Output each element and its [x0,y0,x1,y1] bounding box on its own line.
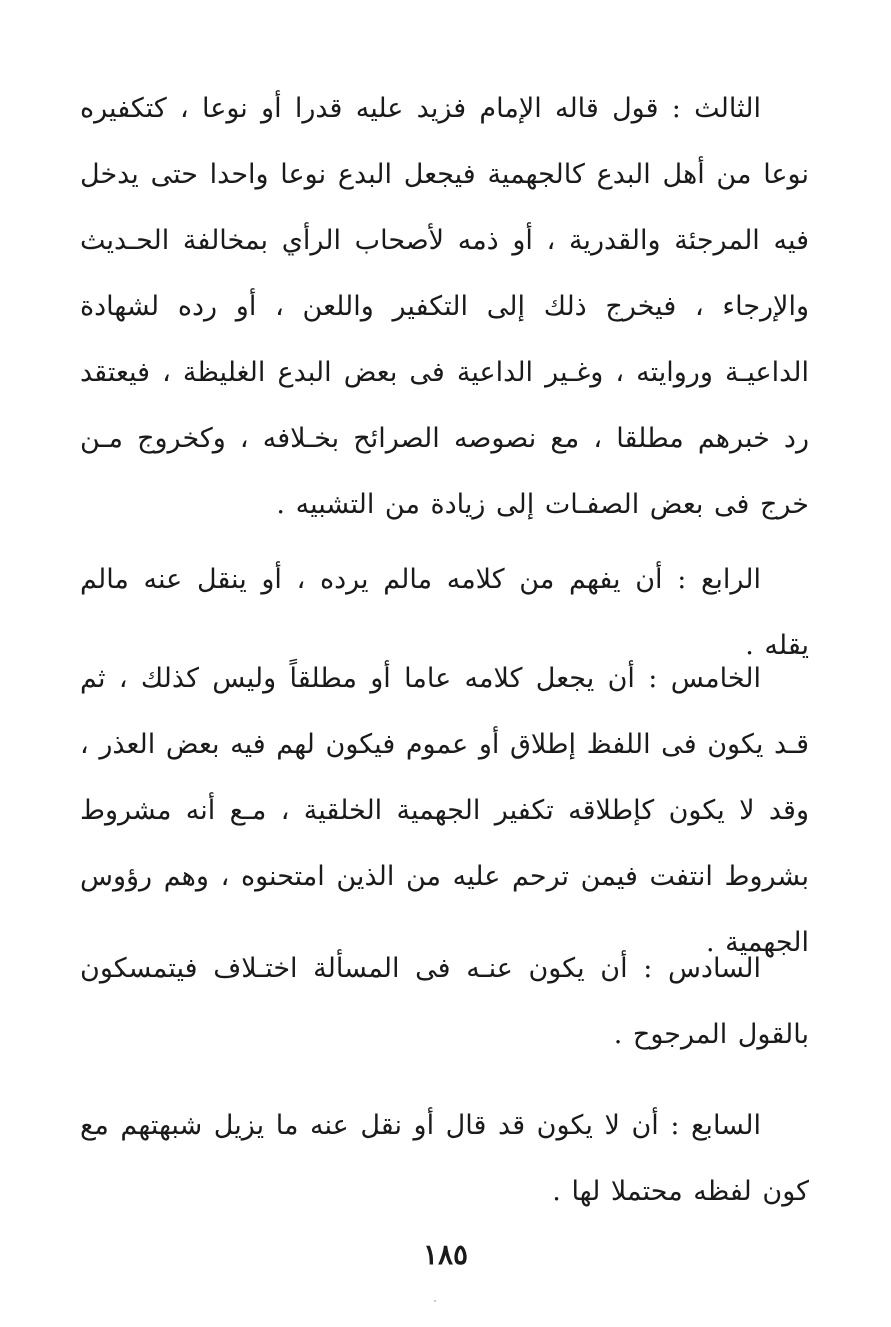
paragraph-seventh [80,1093,809,1225]
paragraph-third [80,76,809,538]
paragraph-sixth-text: السادس : أن يكون عنـه فى المسألة اختـلاف فيتمسكون بالقول المرجوح . [80,953,809,1050]
paragraph-third-text: الثالث : قول قاله الإمام فزيد عليه قدرا أو نوعا ، كتكفيره نوعا من أهل البدع كالجهمية فيجعل البدع نوعا واحدا حتى يدخل فيه المرجئة والقدرية ، أو ذمه لأصحاب الرأي بمخالفة الحـديث والإرجاء ، فيخرج ذلك إلى التكفير واللعن ، أو رده لشهادة الداعيـة وروايته ، وغـير الداعية فى بعض البدع الغليظة ، فيعتقد رد خبرهم مطلقا ، مع نصوصه الصرائح بخـلافه ، وكخروج مـن خرج فى بعض الصفـات إلى زيادة من التشبيه . [80,93,809,520]
page-number: ١٨٥ [422,1238,469,1271]
paragraph-seventh-text: السابع : أن لا يكون قد قال أو نقل عنه ما يزيل شبهتهم مع كون لفظه محتملا لها . [80,1110,809,1207]
paragraph-fourth-text: الرابع : أن يفهم من كلامه مالم يرده ، أو ينقل عنه مالم يقله . [80,564,809,661]
scan-speck [434,1300,436,1302]
paragraph-fifth [80,646,809,976]
paragraph-fifth-text: الخامس : أن يجعل كلامه عاما أو مطلقاً وليس كذلك ، ثم قـد يكون فى اللفظ إطلاق أو عموم فيكون لهم فيه بعض العذر ، وقد لا يكون كإطلاقه تكفير الجهمية الخلقية ، مـع أنه مشروط بشروط انتفت فيمن ترحم عليه من الذين امتحنوه ، وهم رؤوس الجهمية . [80,663,809,958]
paragraph-sixth [80,936,809,1068]
